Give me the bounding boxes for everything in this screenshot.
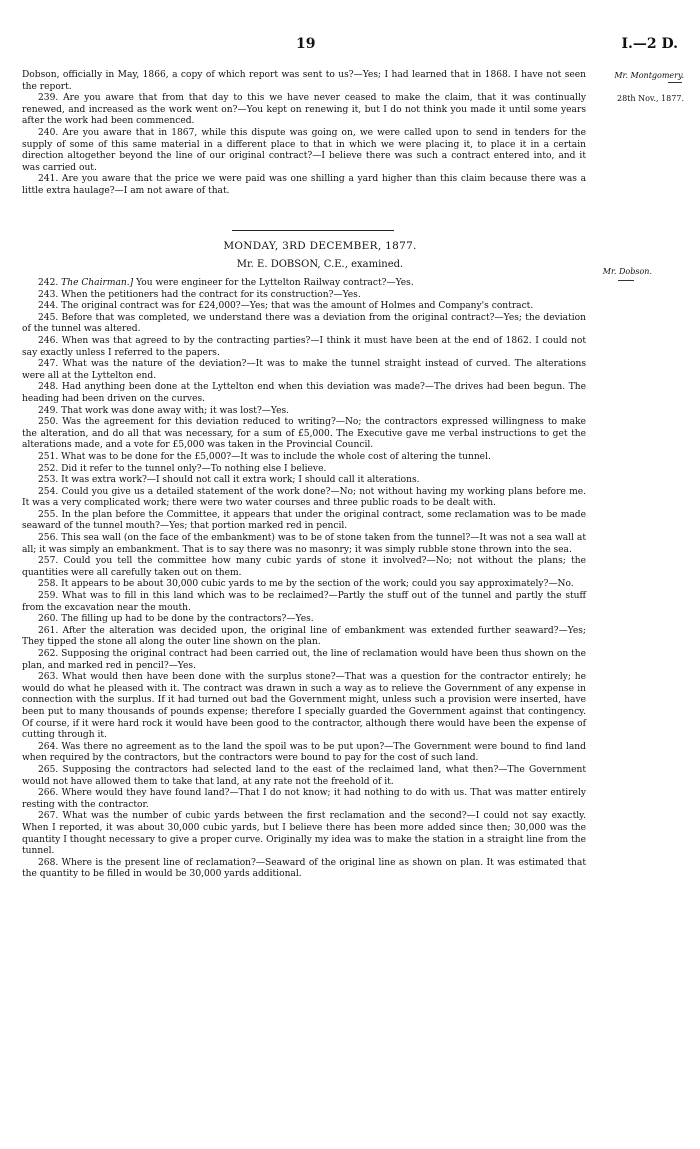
paragraph: 247. What was the nature of the deviation?—It was to make the tunnel straight instead of curved. The alterations were all at the Lyttelton end. (22, 359, 586, 381)
paragraph: 261. After the alteration was decided upon, the original line of embankment was extended further seaward?—Yes; They tipped the stone all along the outer line shown on the plan. (22, 625, 586, 648)
margin-date: 28th Nov., 1877. (616, 94, 684, 103)
margin-rule (668, 82, 682, 83)
paragraph: 266. Where would they have found land?—That I do not know; it had nothing to do with us. That was matter entirely resting with the contractor. (22, 788, 586, 810)
margin-witness-montgomery: Mr. Montgomery. (614, 71, 684, 80)
speaker-label: The Chairman.] (61, 278, 134, 288)
paragraph: 255. In the plan before the Committee, it appears that under the original contract, some reclamation was to be made seaward of the tunnel mouth?—Yes; that portion marked red in pencil. (22, 509, 586, 532)
evidence-text (22, 278, 586, 881)
paragraph: 251. What was to be done for the £5,000?—It was to include the whole cost of altering the tunnel. (38, 451, 491, 462)
paragraph: Dobson, officially in May, 1866, a copy of which report was sent to us?—Yes; I had learned that in 1868. I have not seen the report. (22, 70, 586, 92)
paragraph: 253. It was extra work?—I should not call it extra work; I should call it alterations. (38, 475, 420, 486)
paragraph: 260. The filling up had to be done by the contractors?—Yes. (38, 614, 314, 625)
paragraph: 258. It appears to be about 30,000 cubic yards to me by the section of the work; could you say approximately?—No. (38, 579, 574, 590)
continuation-text (22, 70, 586, 198)
witness-heading: Mr. E. DOBSON, C.E., examined. (236, 259, 404, 270)
paragraph: 239. Are you aware that from that day to this we have never ceased to make the claim, that it was continually renewed, and increased as the work went on?—You kept on renewing it, but I do not think you made it until some years after the work had been commenced. (22, 93, 586, 127)
paragraph: 243. When the petitioners had the contract for its construction?—Yes. (38, 289, 361, 300)
paragraph: 268. Where is the present line of reclamation?—Seaward of the original line as shown on plan. It was estimated that the quantity to be filled in would be 30,000 yards additional. (22, 857, 586, 880)
paragraph: 245. Before that was completed, we understand there was a deviation from the original contract?—Yes; the deviation of the tunnel was altered. (22, 312, 586, 335)
paragraph: 263. What would then have been done with the surplus stone?—That was a question for the contractor entirely; he would do what he pleased with it. The contract was drawn in such a way as to relieve the Government of any expense in connection with the surplus. If it had turned out bad the Government might, unless such a provision were inserted, have been put to many thousands of pounds expense; therefore I specially guarded the Government against that contingency. Of course, if it were hard rock it would have been good to the contractor, although there would have been the expense of cutting through it. (22, 672, 586, 741)
paragraph: 267. What was the number of cubic yards between the first reclamation and the second?—I could not say exactly. When I reported, it was about 30,000 cubic yards, but I believe there has been more added since then; 30,000 was the quantity I thought necessary to give a proper curve. Originally my idea was to make the station in a straight line from the tunnel. (22, 811, 586, 857)
paragraph: 252. Did it refer to the tunnel only?—To nothing else I believe. (38, 463, 327, 474)
section-divider (232, 230, 394, 231)
margin-witness-dobson: Mr. Dobson. (602, 267, 652, 276)
page-number: 19 (296, 36, 316, 52)
paragraph: 264. Was there no agreement as to the land the spoil was to be put upon?—The Government were bound to find land when required by the contractors, but the contractors were bound to pay for the cost of such land. (22, 741, 586, 764)
paragraph: 262. Supposing the original contract had been carried out, the line of reclamation would have been thus shown on the plan, and marked red in pencil?—Yes. (22, 649, 586, 671)
paragraph: 248. Had anything been done at the Lyttelton end when this deviation was made?—The drives had been begun. The heading had been driven on the curves. (22, 382, 586, 404)
paragraph-text: You were engineer for the Lyttelton Railway contract?—Yes. (136, 278, 414, 288)
margin-rule (618, 280, 634, 281)
paragraph: 242. The Chairman.] You were engineer for the Lyttelton Railway contract?—Yes. (38, 278, 414, 288)
paragraph: 265. Supposing the contractors had selected land to the east of the reclaimed land, what then?—The Government would not have allowed them to take that land, at any rate not the freehold of it. (22, 764, 586, 787)
paragraph: 257. Could you tell the committee how many cubic yards of stone it involved?—No; not without the plans; the quantities were all carefully taken out on them. (22, 556, 586, 578)
paragraph: 256. This sea wall (on the face of the embankment) was to be of stone taken from the tunnel?—It was not a sea wall at all; it was simply an embankment. That is to say there was no masonry; it was simply rubble stone thrown into the sea. (22, 533, 586, 555)
document-reference: I.—2 D. (621, 36, 678, 52)
page-header (0, 36, 700, 54)
paragraph: 244. The original contract was for £24,000?—Yes; that was the amount of Holmes and Company's contract. (38, 301, 534, 312)
paragraph: 250. Was the agreement for this deviation reduced to writing?—No; the contractors expressed willingness to make the alteration, and do all that was necessary, for a sum of £5,000. The Executive gave me verbal instructions to get the alterations made, and a vote for £5,000 was taken in the Provincial Council. (22, 417, 586, 451)
paragraph: 241. Are you aware that the price we were paid was one shilling a yard higher than this claim because there was a little extra haulage?—I am not aware of that. (22, 174, 586, 196)
session-date: MONDAY, 3RD DECEMBER, 1877. (223, 240, 417, 252)
paragraph: 240. Are you aware that in 1867, while this dispute was going on, we were called upon to send in tenders for the supply of some of this same material in a different place to that in which we were placing it, to place it in a certain direction altogether beyond the line of our original contract?—I believe there was such a contract entered into, and it was carried out. (22, 127, 586, 173)
paragraph: 246. When was that agreed to by the contracting parties?—I think it must have been at the end of 1862. I could not say exactly unless I referred to the papers. (22, 335, 586, 358)
paragraph: 259. What was to fill in this land which was to be reclaimed?—Partly the stuff out of the tunnel and partly the stuff from the excavation near the mouth. (22, 591, 586, 613)
paragraph: 254. Could you give us a detailed statement of the work done?—No; not without having my working plans before me. It was a very complicated work; there were two water courses and three public roads to be dealt with. (22, 486, 586, 509)
paragraph: 249. That work was done away with; it was lost?—Yes. (38, 405, 290, 416)
